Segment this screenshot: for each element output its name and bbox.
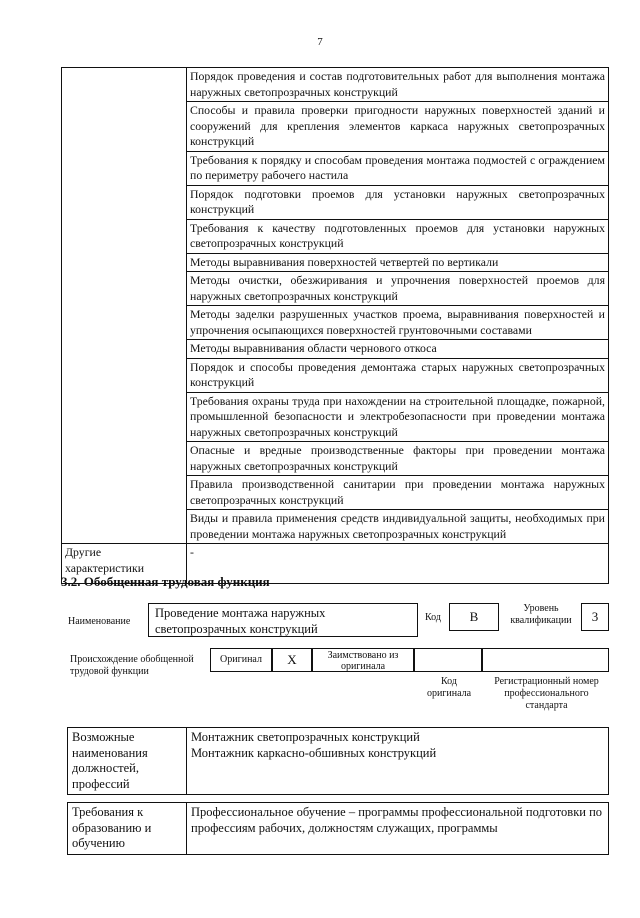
- original-label: Оригинал: [210, 648, 272, 672]
- knowledge-row: Способы и правила проверки пригодности наружных поверхностей зданий и сооружений для крепления элементов каркаса наружных светопрозрачных конструкций: [187, 102, 609, 152]
- knowledge-row: Порядок подготовки проемов для установки наружных светопрозрачных конструкций: [187, 185, 609, 219]
- registration-number-box: [482, 648, 609, 672]
- registration-number-caption: Регистрационный номер профессионального стандарта: [494, 676, 599, 711]
- knowledge-row: Методы выравнивания области чернового откоса: [187, 340, 609, 359]
- knowledge-row: Опасные и вредные производственные факторы при проведении монтажа наружных светопрозрачных конструкций: [187, 442, 609, 476]
- origin-label: Происхождение обобщенной трудовой функции: [70, 654, 194, 677]
- knowledge-row: Порядок проведения и состав подготовительных работ для выполнения монтажа наружных светопрозрачных конструкций: [187, 68, 609, 102]
- other-characteristics-value: -: [187, 544, 609, 584]
- knowledge-row: Порядок и способы проведения демонтажа старых наружных светопрозрачных конструкций: [187, 358, 609, 392]
- origin-row: [210, 648, 609, 672]
- original-mark: X: [272, 648, 312, 672]
- knowledge-row: Методы выравнивания поверхностей четвертей по вертикали: [187, 253, 609, 272]
- borrowed-label: Заимствовано из оригинала: [312, 648, 414, 672]
- position-item: Монтажник светопрозрачных конструкций: [191, 730, 420, 744]
- positions-label: Возможные наименования должностей, профессий: [68, 728, 187, 795]
- qualification-level-value: 3: [581, 603, 609, 631]
- knowledge-row: Требования охраны труда при нахождении на строительной площадке, пожарной, промышленной безопасности и электробезопасности при проведении монтажа наружных светопрозрачных конструкций: [187, 392, 609, 442]
- function-name-value: Проведение монтажа наружных светопрозрачных конструкций: [148, 603, 418, 637]
- knowledge-row: Виды и правила применения средств индивидуальной защиты, необходимых при проведении монтажа наружных светопрозрачных конструкций: [187, 510, 609, 544]
- other-characteristics-label: Другие характеристики: [62, 544, 187, 584]
- function-code-value: B: [449, 603, 499, 631]
- original-code-box: [414, 648, 482, 672]
- knowledge-label-cell: [62, 68, 187, 544]
- education-label: Требования к образованию и обучению: [68, 803, 187, 855]
- knowledge-row: Требования к порядку и способам проведения монтажа подмостей с ограждением по периметру рабочего настила: [187, 151, 609, 185]
- code-label: Код: [425, 612, 441, 623]
- position-item: Монтажник каркасно-обшивных конструкций: [191, 745, 437, 760]
- page-number: 7: [317, 36, 323, 48]
- knowledge-table: [61, 67, 609, 584]
- knowledge-row: Правила производственной санитарии при проведении монтажа наружных светопрозрачных конструкций: [187, 476, 609, 510]
- section-title: 3.2. Обобщенная трудовая функция: [61, 574, 270, 589]
- education-table: [67, 802, 609, 855]
- qualification-level-label: Уровень квалификации: [510, 603, 572, 626]
- education-value: Профессиональное обучение – программы профессиональной подготовки по профессиям рабочих, должностям служащих, программы: [187, 803, 609, 855]
- knowledge-row: Методы очистки, обезжиривания и упрочнения поверхностей проемов для наружных светопрозрачных конструкций: [187, 272, 609, 306]
- knowledge-row: Методы заделки разрушенных участков проема, выравнивания поверхностей и упрочнения осыпающихся поверхностей грунтовочными составами: [187, 306, 609, 340]
- original-code-caption: Код оригинала: [426, 676, 472, 699]
- name-label: Наименование: [68, 616, 131, 627]
- positions-table: [67, 727, 609, 795]
- knowledge-row: Требования к качеству подготовленных проемов для установки наружных светопрозрачных конструкций: [187, 219, 609, 253]
